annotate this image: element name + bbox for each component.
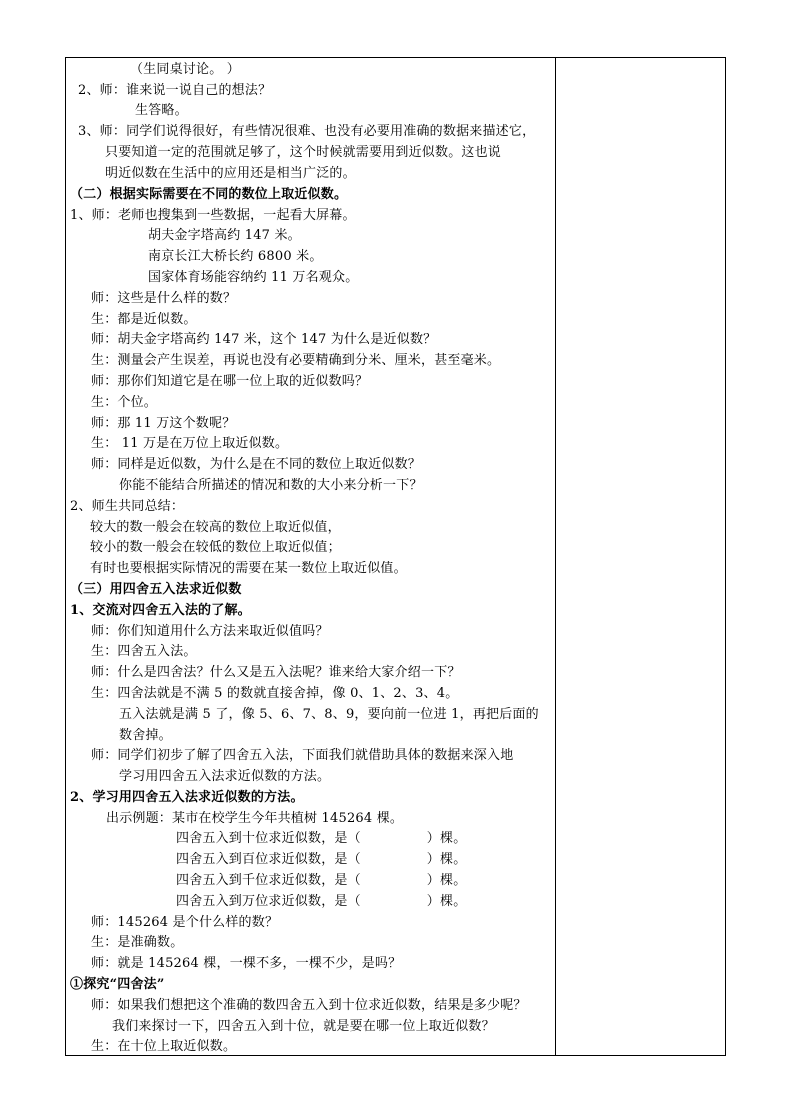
text-line: 南京长江大桥长约 6800 米。 <box>148 249 323 264</box>
text-line: 你能不能结合所描述的情况和数的大小来分析一下？ <box>119 478 423 493</box>
text-line: 学习用四舍五入法求近似数的方法。 <box>119 769 331 784</box>
text-line: 2、师：谁来说一说自己的想法？ <box>78 83 272 98</box>
section-heading: （三）用四舍五入法求近似数 <box>70 582 242 597</box>
section-heading: （二）根据实际需要在不同的数位上取近似数。 <box>70 187 348 202</box>
text-line: 师：那 11 万这个数呢？ <box>91 416 236 431</box>
text-line: 师：如果我们想把这个准确的数四舍五入到十位求近似数，结果是多少呢？ <box>91 998 527 1013</box>
text-line: 师：这些是什么样的数？ <box>91 291 237 306</box>
exercise-line: 四舍五入到千位求近似数，是（ ）棵。 <box>176 873 467 888</box>
text-line: 明近似数在生活中的应用还是相当广泛的。 <box>105 166 356 181</box>
text-line: 我们来探讨一下，四舍五入到十位，就是要在哪一位上取近似数？ <box>112 1019 495 1034</box>
text-line: 生：都是近似数。 <box>91 312 197 327</box>
subsection-heading: ①探究“四舍法” <box>70 977 165 992</box>
text-line: 生答略。 <box>135 103 188 118</box>
text-line: 师：同学们初步了解了四舍五入法，下面我们就借助具体的数据来深入地 <box>91 748 514 763</box>
subsection-heading: 1、交流对四舍五入法的了解。 <box>70 603 251 618</box>
text-line: 较小的数一般会在较低的数位上取近似值； <box>90 540 341 555</box>
text-line: 师：什么是四舍法？什么又是五入法呢？谁来给大家介绍一下？ <box>91 665 461 680</box>
text-line: 师：你们知道用什么方法来取近似值吗？ <box>91 624 329 639</box>
exercise-line: 四舍五入到十位求近似数，是（ ）棵。 <box>176 831 467 846</box>
text-line: 1、师：老师也搜集到一些数据，一起看大屏幕。 <box>70 208 356 223</box>
exercise-line: 四舍五入到万位求近似数，是（ ）棵。 <box>176 894 467 909</box>
text-line: 生：在十位上取近似数。 <box>91 1039 237 1054</box>
text-line: 师：就是 145264 棵，一棵不多，一棵不少，是吗？ <box>91 956 402 971</box>
text-line: 生：是准确数。 <box>91 935 184 950</box>
text-line: 生：测量会产生误差，再说也没有必要精确到分米、厘米，甚至毫米。 <box>91 353 501 368</box>
text-line: 五入法就是满 5 了，像 5、6、7、8、9，要向前一位进 1，再把后面的 <box>119 707 539 722</box>
exercise-line: 四舍五入到百位求近似数，是（ ）棵。 <box>176 852 467 867</box>
text-line: 师：胡夫金字塔高约 147 米，这个 147 为什么是近似数？ <box>91 332 437 347</box>
text-line: 师：那你们知道它是在哪一位上取的近似数吗？ <box>91 374 369 389</box>
text-line: 国家体育场能容纳约 11 万名观众。 <box>148 270 359 285</box>
text-line: 生： 11 万是在万位上取近似数。 <box>91 436 289 451</box>
subsection-heading: 2、学习用四舍五入法求近似数的方法。 <box>70 790 304 805</box>
text-line: 有时也要根据实际情况的需要在某一数位上取近似值。 <box>90 561 407 576</box>
text-line: 生：个位。 <box>91 395 158 410</box>
text-line: 生：四舍法就是不满 5 的数就直接舍掉，像 0、1、2、3、4。 <box>91 686 459 701</box>
text-line: 数舍掉。 <box>119 728 172 743</box>
text-line: 胡夫金字塔高约 147 米。 <box>148 228 301 243</box>
text-line: 2、师生共同总结： <box>70 499 185 514</box>
text-line: 师：同样是近似数，为什么是在不同的数位上取近似数？ <box>91 457 422 472</box>
text-line: 较大的数一般会在较高的数位上取近似值， <box>90 520 341 535</box>
column-divider <box>555 57 556 1056</box>
text-line: 3、师：同学们说得很好，有些情况很难、也没有必要用准确的数据来描述它， <box>78 124 536 139</box>
text-line: 只要知道一定的范围就足够了，这个时候就需要用到近似数。这也说 <box>105 145 502 160</box>
text-line: 出示例题：某市在校学生今年共植树 145264 棵。 <box>106 811 404 826</box>
text-line: 师：145264 是个什么样的数？ <box>91 915 279 930</box>
text-line: 生：四舍五入法。 <box>91 644 197 659</box>
text-line: （生同桌讨论。 ） <box>130 62 240 77</box>
